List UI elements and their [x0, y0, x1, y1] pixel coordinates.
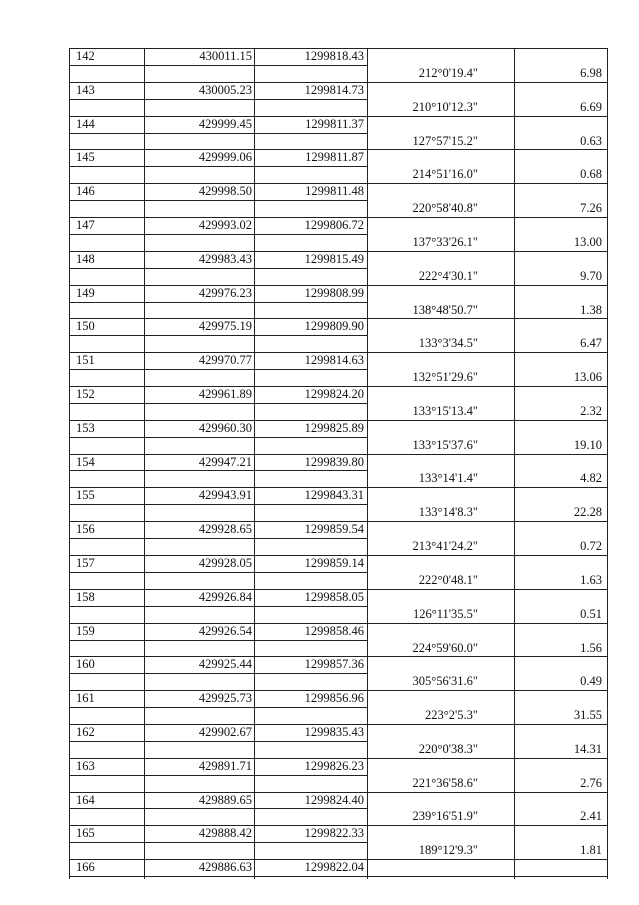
point-id: 149 — [76, 286, 95, 300]
grid-hline-left — [69, 707, 368, 708]
point-id: 148 — [76, 252, 95, 266]
segment-angle: 137°33'26.1" — [412, 235, 478, 249]
segment-length: 14.31 — [573, 742, 602, 756]
point-y: 1299818.43 — [304, 49, 364, 63]
point-x: 430005.23 — [198, 83, 252, 97]
grid-hline-right — [367, 487, 608, 488]
grid-hline-right — [367, 555, 608, 556]
grid-hline-left — [69, 99, 368, 100]
point-x: 429993.02 — [198, 218, 252, 232]
point-x: 429976.23 — [198, 286, 252, 300]
grid-vline — [607, 48, 608, 879]
grid-hline-right — [367, 48, 608, 49]
segment-length: 19.10 — [573, 438, 602, 452]
segment-angle: 223°2'5.3" — [425, 708, 478, 722]
segment-length: 2.41 — [580, 809, 602, 823]
grid-hline-right — [367, 825, 608, 826]
grid-hline-right — [367, 859, 608, 860]
segment-length: 13.00 — [573, 235, 602, 249]
point-id: 162 — [76, 725, 95, 739]
point-y: 1299859.14 — [304, 556, 364, 570]
segment-length: 7.26 — [580, 201, 602, 215]
segment-angle: 133°14'8.3" — [418, 505, 478, 519]
segment-length: 2.76 — [580, 776, 602, 790]
segment-angle: 305°56'31.6" — [412, 674, 478, 688]
point-id: 160 — [76, 657, 95, 671]
segment-length: 6.69 — [580, 100, 602, 114]
point-id: 142 — [76, 49, 95, 63]
point-id: 152 — [76, 387, 95, 401]
segment-angle: 239°16'51.9" — [412, 809, 478, 823]
point-y: 1299825.89 — [304, 421, 364, 435]
point-y: 1299815.49 — [304, 252, 364, 266]
grid-hline-left — [69, 640, 368, 641]
point-y: 1299809.90 — [304, 319, 364, 333]
point-x: 429975.19 — [198, 319, 252, 333]
grid-vline — [514, 48, 515, 879]
point-y: 1299858.05 — [304, 590, 364, 604]
point-id: 145 — [76, 150, 95, 164]
grid-vline — [144, 48, 145, 879]
point-id: 158 — [76, 590, 95, 604]
point-x: 429888.42 — [198, 826, 252, 840]
point-y: 1299839.80 — [304, 455, 364, 469]
segment-angle: 220°0'38.3" — [418, 742, 478, 756]
point-id: 151 — [76, 353, 95, 367]
point-id: 157 — [76, 556, 95, 570]
grid-vline — [69, 48, 70, 879]
grid-hline-right — [367, 521, 608, 522]
point-y: 1299814.63 — [304, 353, 364, 367]
point-x: 429999.06 — [198, 150, 252, 164]
point-id: 166 — [76, 860, 95, 874]
grid-hline-right — [367, 217, 608, 218]
point-x: 429889.65 — [198, 793, 252, 807]
point-y: 1299857.36 — [304, 657, 364, 671]
segment-length: 31.55 — [573, 708, 602, 722]
point-y: 1299826.23 — [304, 759, 364, 773]
segment-angle: 189°12'9.3" — [418, 843, 478, 857]
point-x: 429970.77 — [198, 353, 252, 367]
grid-hline-right — [367, 623, 608, 624]
segment-angle: 212°0'19.4" — [418, 66, 478, 80]
point-x: 429983.43 — [198, 252, 252, 266]
grid-hline-right — [367, 589, 608, 590]
grid-hline-right — [367, 116, 608, 117]
point-x: 429928.65 — [198, 522, 252, 536]
point-y: 1299843.31 — [304, 488, 364, 502]
point-id: 143 — [76, 83, 95, 97]
point-x: 429943.91 — [198, 488, 252, 502]
segment-length: 0.68 — [580, 167, 602, 181]
point-y: 1299824.20 — [304, 387, 364, 401]
segment-angle: 210°10'12.3" — [412, 100, 478, 114]
grid-hline-right — [367, 876, 608, 877]
segment-length: 1.63 — [580, 573, 602, 587]
point-id: 156 — [76, 522, 95, 536]
grid-hline-left — [69, 369, 368, 370]
segment-angle: 213°41'24.2" — [412, 539, 478, 553]
point-id: 161 — [76, 691, 95, 705]
point-x: 429947.21 — [198, 455, 252, 469]
segment-angle: 222°0'48.1" — [418, 573, 478, 587]
grid-hline-right — [367, 690, 608, 691]
point-id: 163 — [76, 759, 95, 773]
point-y: 1299859.54 — [304, 522, 364, 536]
point-x: 429925.73 — [198, 691, 252, 705]
grid-hline-left — [69, 741, 368, 742]
segment-length: 1.81 — [580, 843, 602, 857]
segment-length: 4.82 — [580, 471, 602, 485]
point-y: 1299822.04 — [304, 860, 364, 874]
grid-hline-right — [367, 792, 608, 793]
grid-hline-left — [69, 302, 368, 303]
segment-angle: 133°14'1.4" — [418, 471, 478, 485]
point-y: 1299811.37 — [305, 117, 364, 131]
segment-length: 0.72 — [580, 539, 602, 553]
point-id: 155 — [76, 488, 95, 502]
grid-hline-left — [69, 572, 368, 573]
segment-angle: 133°15'37.6" — [412, 438, 478, 452]
segment-length: 1.56 — [580, 641, 602, 655]
point-x: 429998.50 — [198, 184, 252, 198]
grid-hline-left — [69, 504, 368, 505]
segment-length: 6.47 — [580, 336, 602, 350]
point-y: 1299856.96 — [304, 691, 364, 705]
grid-hline-left — [69, 876, 368, 877]
grid-hline-left — [69, 65, 368, 66]
point-id: 153 — [76, 421, 95, 435]
segment-length: 0.51 — [580, 607, 602, 621]
grid-hline-right — [367, 420, 608, 421]
grid-hline-right — [367, 454, 608, 455]
point-x: 429960.30 — [198, 421, 252, 435]
grid-hline-left — [69, 268, 368, 269]
segment-length: 0.49 — [580, 674, 602, 688]
point-id: 159 — [76, 624, 95, 638]
segment-length: 2.32 — [580, 404, 602, 418]
point-x: 429961.89 — [198, 387, 252, 401]
segment-length: 9.70 — [580, 269, 602, 283]
point-y: 1299858.46 — [304, 624, 364, 638]
segment-length: 22.28 — [573, 505, 602, 519]
point-id: 165 — [76, 826, 95, 840]
grid-hline-right — [367, 82, 608, 83]
grid-hline-right — [367, 386, 608, 387]
point-id: 150 — [76, 319, 95, 333]
point-y: 1299835.43 — [304, 725, 364, 739]
point-x: 429891.71 — [198, 759, 252, 773]
point-y: 1299808.99 — [304, 286, 364, 300]
segment-angle: 126°11'35.5" — [412, 607, 478, 621]
grid-vline — [367, 48, 368, 879]
point-y: 1299824.40 — [304, 793, 364, 807]
segment-angle: 222°4'30.1" — [418, 269, 478, 283]
segment-angle: 224°59'60.0" — [412, 641, 478, 655]
segment-angle: 220°58'40.8" — [412, 201, 478, 215]
grid-hline-left — [69, 775, 368, 776]
point-x: 429886.63 — [198, 860, 252, 874]
point-x: 429925.44 — [198, 657, 252, 671]
point-y: 1299822.33 — [304, 826, 364, 840]
segment-angle: 221°36'58.6" — [412, 776, 478, 790]
grid-hline-right — [367, 251, 608, 252]
point-id: 154 — [76, 455, 95, 469]
point-y: 1299811.87 — [305, 150, 364, 164]
grid-hline-left — [69, 437, 368, 438]
segment-angle: 133°3'34.5" — [418, 336, 478, 350]
point-id: 147 — [76, 218, 95, 232]
grid-hline-right — [367, 352, 608, 353]
grid-hline-left — [69, 403, 368, 404]
point-x: 429999.45 — [198, 117, 252, 131]
grid-hline-left — [69, 200, 368, 201]
segment-angle: 132°51'29.6" — [412, 370, 478, 384]
point-x: 429926.84 — [198, 590, 252, 604]
point-y: 1299806.72 — [304, 218, 364, 232]
segment-angle: 138°48'50.7" — [412, 303, 478, 317]
point-id: 144 — [76, 117, 95, 131]
grid-hline-left — [69, 538, 368, 539]
grid-hline-right — [367, 758, 608, 759]
grid-hline-left — [69, 673, 368, 674]
grid-hline-right — [367, 724, 608, 725]
segment-angle: 127°57'15.2" — [412, 134, 478, 148]
grid-hline-left — [69, 166, 368, 167]
grid-hline-right — [367, 285, 608, 286]
grid-hline-right — [367, 183, 608, 184]
segment-angle: 133°15'13.4" — [412, 404, 478, 418]
grid-hline-left — [69, 133, 368, 134]
grid-hline-left — [69, 842, 368, 843]
segment-length: 6.98 — [580, 66, 602, 80]
point-x: 429902.67 — [198, 725, 252, 739]
segment-angle: 214°51'16.0" — [412, 167, 478, 181]
segment-length: 13.06 — [573, 370, 602, 384]
point-x: 429928.05 — [198, 556, 252, 570]
point-y: 1299814.73 — [304, 83, 364, 97]
grid-hline-left — [69, 606, 368, 607]
grid-vline — [254, 48, 255, 879]
point-y: 1299811.48 — [305, 184, 364, 198]
segment-length: 0.63 — [580, 134, 602, 148]
segment-length: 1.38 — [580, 303, 602, 317]
point-x: 429926.54 — [198, 624, 252, 638]
grid-hline-left — [69, 234, 368, 235]
point-x: 430011.15 — [199, 49, 252, 63]
point-id: 164 — [76, 793, 95, 807]
point-id: 146 — [76, 184, 95, 198]
grid-hline-left — [69, 335, 368, 336]
